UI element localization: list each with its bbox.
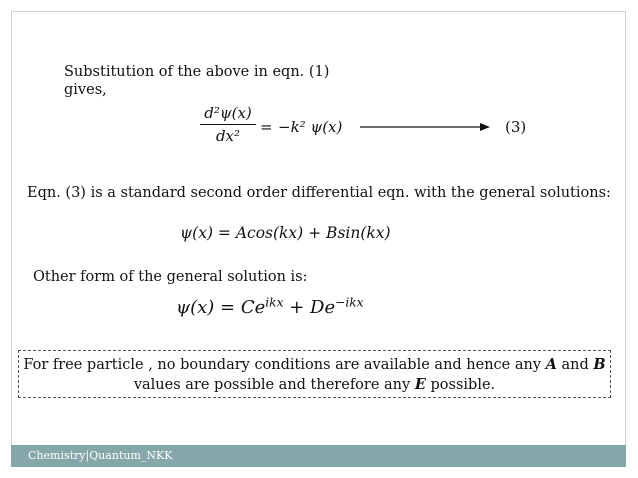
right-arrow-icon <box>360 120 490 134</box>
symbol-b: B <box>593 356 606 373</box>
equation-3-label: (3) <box>505 118 527 136</box>
fraction-bar <box>200 124 256 125</box>
equation-3-rhs: −k² ψ(x) <box>278 118 343 136</box>
footer-text: Chemistry|Quantum_NKK <box>28 449 173 462</box>
intro-line-2: gives, <box>64 82 107 98</box>
equation-3-equals: = <box>260 118 273 136</box>
note-line-2: values are possible and therefore any E possible. <box>133 376 496 393</box>
eqn3-description: Eqn. (3) is a standard second order differential eqn. with the general solutions: <box>27 185 611 201</box>
intro-line-1: Substitution of the above in eqn. (1) <box>64 64 330 80</box>
footer-bar <box>11 445 626 467</box>
other-form-text: Other form of the general solution is: <box>33 269 308 285</box>
general-solution-equation: ψ(x) = Acos(kx) + Bsin(kx) <box>180 224 391 242</box>
note-line-1: For free particle , no boundary conditions are available and hence any A and B <box>23 356 606 373</box>
equation-3-fraction <box>200 104 256 145</box>
symbol-e: E <box>414 376 426 393</box>
equation-3-denominator: dx² <box>215 127 241 145</box>
exponential-solution-equation: $\psi(x) = Ce^{ikx} + De^{-ikx}$ <box>176 295 364 318</box>
free-particle-note <box>18 350 611 398</box>
symbol-a: A <box>545 356 557 373</box>
equation-3-numerator: d²ψ(x) <box>204 104 252 122</box>
